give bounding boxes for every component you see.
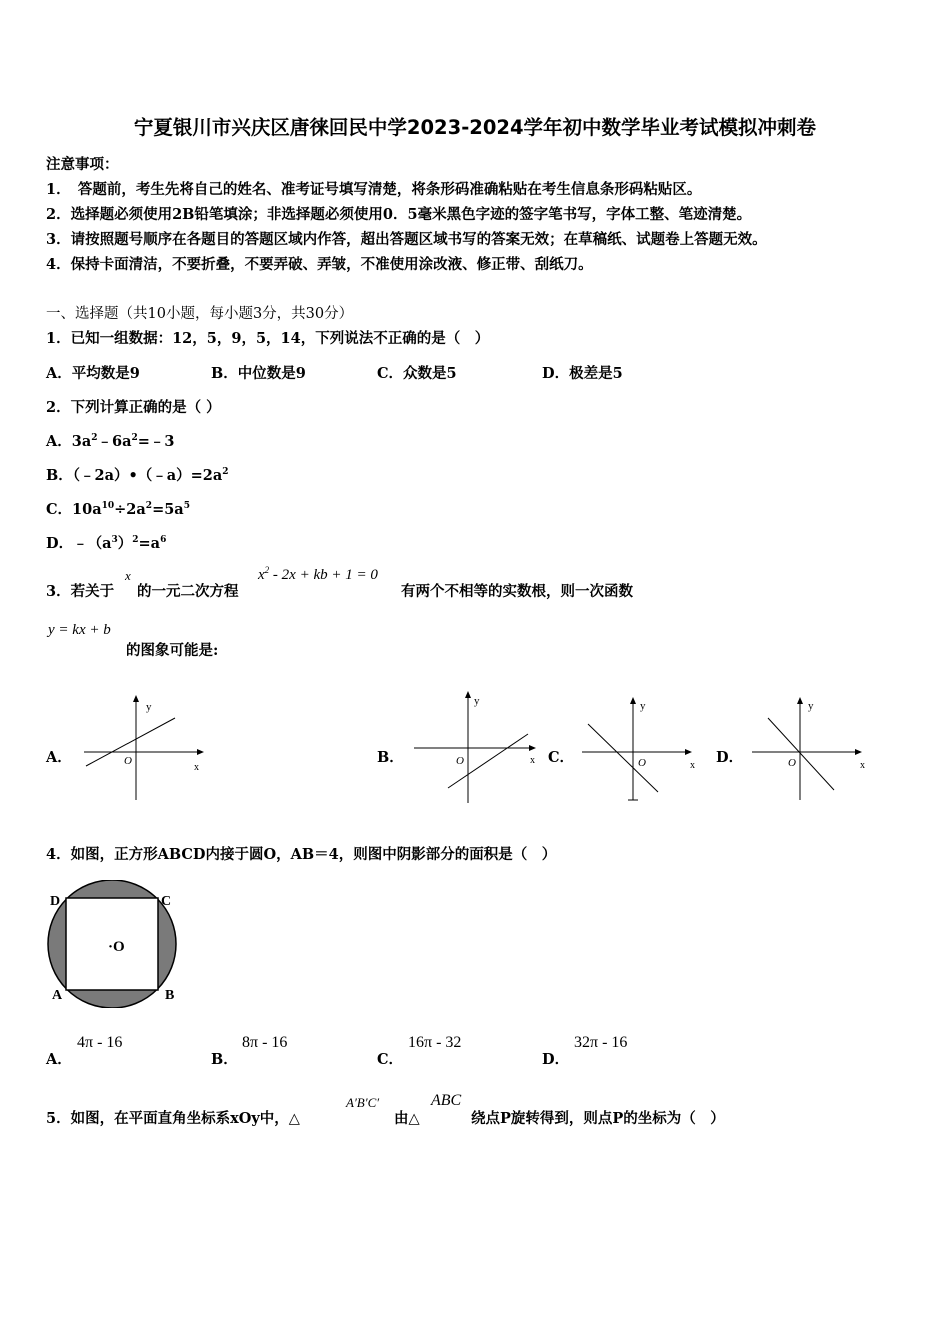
q4-option-d-label: D． (542, 1051, 570, 1068)
q2-option-d: D．$﹣(a^3)^2=a^6$ (46, 535, 167, 552)
q3-function: y = kx + b (48, 622, 111, 638)
q4-option-c-expr: 16π - 32 (408, 1034, 462, 1051)
function-line (588, 724, 658, 792)
q5-text-3: 绕点P旋转得到，则点P的坐标为（ ） (471, 1110, 725, 1127)
x-label: x (194, 762, 199, 773)
q3-equation: $x^2 - 2x$ + kb + 1 = 0 (258, 565, 378, 583)
q2-option-b: B．$(﹣2a)•(﹣a)=2a^2$ (46, 467, 229, 484)
x-label: x (860, 760, 865, 771)
q5-triangle-2: ABC (431, 1092, 462, 1109)
q4-option-a-expr: 4π - 16 (77, 1034, 123, 1051)
x-arrow-icon (855, 749, 862, 755)
q3-graph-c (578, 692, 703, 807)
x-arrow-icon (685, 749, 692, 755)
y-arrow-icon (630, 697, 636, 704)
q5-text-1: 5．如图，在平面直角坐标系xOy中，△ (46, 1110, 300, 1127)
notice-item-3: 3．请按照题号顺序在各题目的答题区域内作答，超出答题区域书写的答案无效；在草稿纸、试题卷上答题无效。 (46, 231, 767, 248)
q3-label-b: B． (377, 749, 404, 766)
q3-text-3: 有两个不相等的实数根，则一次函数 (401, 583, 633, 600)
y-label: y (640, 700, 646, 712)
notice-heading: 注意事项： (46, 156, 119, 173)
q1-option-a: A．平均数是9 (46, 365, 140, 382)
x-label: x (530, 755, 535, 766)
vertex-a: A (52, 988, 63, 1003)
q1-option-b: B．中位数是9 (211, 365, 306, 382)
q3-graph-d (748, 692, 873, 807)
q4-option-d-expr: 32π - 16 (574, 1034, 628, 1051)
q4-figure (44, 880, 189, 1008)
q1-option-d: D．极差是5 (542, 365, 623, 382)
q1-option-c: C．众数是5 (377, 365, 457, 382)
q3-label-a: A． (46, 749, 72, 766)
y-arrow-icon (133, 695, 139, 702)
vertex-c: C (161, 894, 172, 909)
function-line (768, 718, 834, 790)
q3-label-c: C． (548, 749, 575, 766)
q4-option-b-expr: 8π - 16 (242, 1034, 288, 1051)
q4-option-a-label: A． (46, 1051, 72, 1068)
y-arrow-icon (797, 697, 803, 704)
page-title: 宁夏银川市兴庆区唐徕回民中学2023-2024学年初中数学毕业考试模拟冲刺卷 (133, 116, 817, 139)
center-o: ·O (108, 939, 125, 955)
origin-label: O (456, 755, 464, 767)
q1-stem: 1．已知一组数据：12，5，9，5，14，下列说法不正确的是（ ） (46, 330, 490, 347)
q2-option-a: A．$3a^2﹣6a^2=﹣3$ (46, 433, 175, 450)
q3-label-d: D． (716, 749, 744, 766)
section-heading: 一、选择题（共10小题，每小题3分，共30分） (46, 306, 354, 322)
q4-option-b-label: B． (211, 1051, 238, 1068)
notice-item-2: 2．选择题必须使用2B铅笔填涂；非选择题必须使用0．5毫米黑色字迹的签字笔书写，字体工整、笔迹清楚。 (46, 206, 752, 223)
q2-stem: 2．下列计算正确的是（ ） (46, 399, 221, 416)
q4-option-c-label: C． (377, 1051, 404, 1068)
origin-label: O (788, 757, 796, 769)
q5-triangle-1: A′B′C′ (346, 1095, 380, 1110)
q3-text-2: 的一元二次方程 (137, 583, 239, 600)
notice-item-4: 4．保持卡面清洁，不要折叠，不要弄破、弄皱，不准使用涂改液、修正带、刮纸刀。 (46, 256, 593, 273)
x-label: x (690, 760, 695, 771)
q5-text-2: 由△ (394, 1110, 420, 1127)
y-label: y (146, 701, 152, 713)
y-arrow-icon (465, 691, 471, 698)
x-arrow-icon (197, 749, 204, 755)
y-label: y (808, 700, 814, 712)
q3-graph-b (408, 688, 548, 808)
vertex-b: B (165, 988, 175, 1003)
q3-text-1: 3．若关于 (46, 583, 115, 600)
x-arrow-icon (529, 745, 536, 751)
notice-item-1: 1． 答题前，考生先将自己的姓名、准考证号填写清楚，将条形码准确粘贴在考生信息条形码粘贴区。 (46, 181, 702, 198)
q4-stem: 4．如图，正方形ABCD内接于圆O，AB＝4，则图中阴影部分的面积是（ ） (46, 846, 557, 863)
q2-option-c: C．$10a^{10}\div 2a^2=5a^5$ (46, 501, 190, 518)
vertex-d: D (50, 894, 61, 909)
origin-label: O (638, 757, 646, 769)
q3-graph-a (80, 690, 215, 805)
q3-var-x: x (125, 568, 131, 583)
origin-label: O (124, 755, 132, 767)
y-label: y (474, 695, 480, 707)
q3-text-4: 的图象可能是: (126, 642, 219, 659)
